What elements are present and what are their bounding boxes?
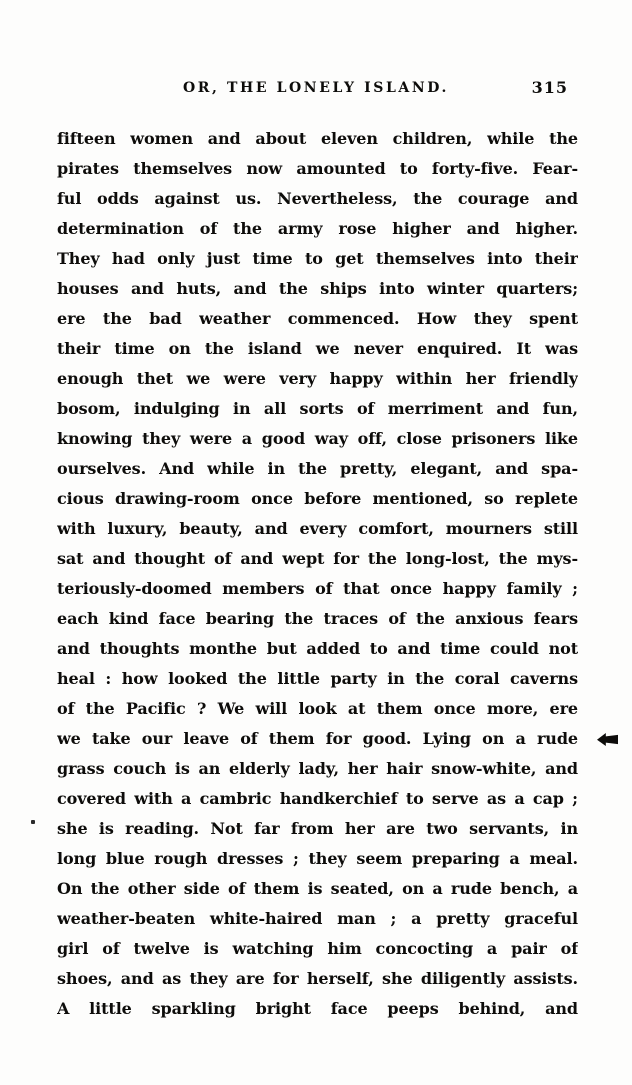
text-line: grass couch is an elderly lady, her hair snow-white, and bbox=[57, 759, 578, 778]
text-line: knowing they were a good way off, close prisoners like bbox=[57, 429, 578, 448]
left-arrow-ink-blot-icon bbox=[597, 733, 618, 746]
text-line: weather-beaten white-haired man ; a pretty graceful bbox=[57, 909, 578, 928]
text-line: A little sparkling bright face peeps behind, and bbox=[57, 999, 578, 1018]
text-line: long blue rough dresses ; they seem preparing a meal. bbox=[57, 849, 578, 868]
text-line: each kind face bearing the traces of the anxious fears bbox=[57, 609, 578, 628]
running-header bbox=[0, 76, 632, 100]
text-line: shoes, and as they are for herself, she diligently assists. bbox=[57, 969, 578, 988]
text-line: teriously-doomed members of that once happy family ; bbox=[57, 579, 578, 598]
text-line: ourselves. And while in the pretty, elegant, and spa- bbox=[57, 459, 578, 478]
page-body-text bbox=[57, 124, 578, 1024]
text-line: covered with a cambric handkerchief to serve as a cap ; bbox=[57, 789, 578, 808]
text-line: ful odds against us. Nevertheless, the courage and bbox=[57, 189, 578, 208]
text-line: she is reading. Not far from her are two servants, in bbox=[57, 819, 578, 838]
text-line: girl of twelve is watching him concocting a pair of bbox=[57, 939, 578, 958]
ink-dot-icon bbox=[31, 820, 35, 824]
text-line: with luxury, beauty, and every comfort, mourners still bbox=[57, 519, 578, 538]
text-line: and thoughts monthe but added to and time could not bbox=[57, 639, 578, 658]
text-line: cious drawing-room once before mentioned, so replete bbox=[57, 489, 578, 508]
text-line: pirates themselves now amounted to forty-five. Fear- bbox=[57, 159, 578, 178]
page-number: 315 bbox=[531, 78, 568, 97]
running-title: OR, THE LONELY ISLAND. bbox=[183, 80, 449, 96]
text-line: their time on the island we never enquired. It was bbox=[57, 339, 578, 358]
text-line: sat and thought of and wept for the long-lost, the mys- bbox=[57, 549, 578, 568]
text-line: fifteen women and about eleven children, while the bbox=[57, 129, 578, 148]
text-line: houses and huts, and the ships into winter quarters; bbox=[57, 279, 578, 298]
text-line: we take our leave of them for good. Lying on a rude bbox=[57, 729, 578, 748]
text-line: heal : how looked the little party in the coral caverns bbox=[57, 669, 578, 688]
text-line: On the other side of them is seated, on a rude bench, a bbox=[57, 879, 578, 898]
text-line: determination of the army rose higher and higher. bbox=[57, 219, 578, 238]
text-line: of the Pacific ? We will look at them once more, ere bbox=[57, 699, 578, 718]
text-line: They had only just time to get themselves into their bbox=[57, 249, 578, 268]
text-line: bosom, indulging in all sorts of merriment and fun, bbox=[57, 399, 578, 418]
text-line: ere the bad weather commenced. How they spent bbox=[57, 309, 578, 328]
text-line: enough thet we were very happy within her friendly bbox=[57, 369, 578, 388]
